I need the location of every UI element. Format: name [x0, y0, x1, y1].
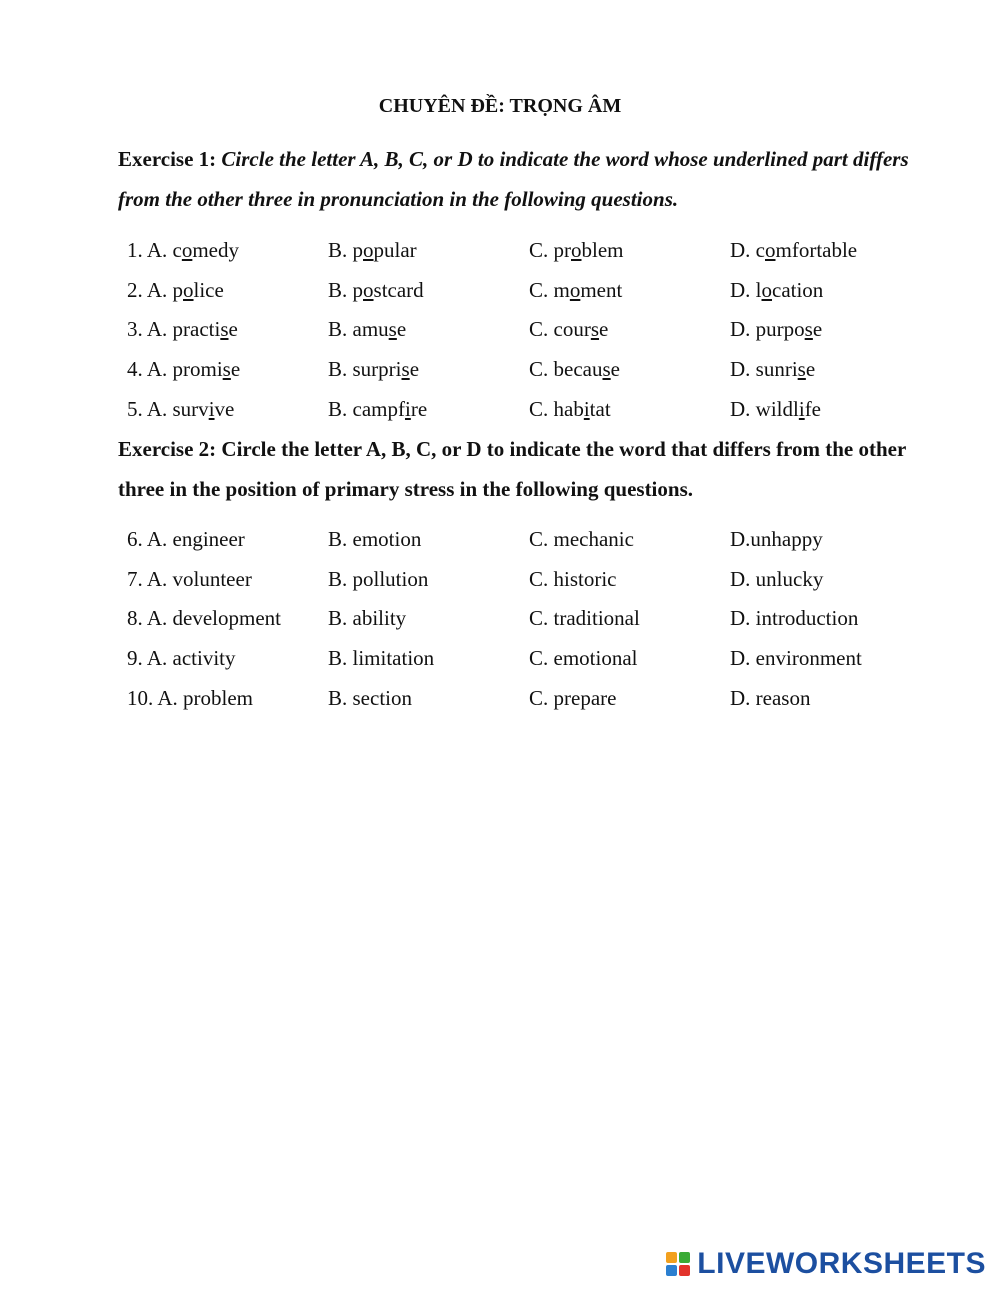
- answer-option[interactable]: [328, 686, 529, 711]
- option-text: stcard: [373, 277, 424, 302]
- option-text: C. m: [529, 277, 570, 302]
- underlined-part: o: [363, 277, 374, 302]
- option-text: A. activity: [146, 646, 236, 671]
- option-text: B. p: [328, 277, 364, 302]
- option-text: B. section: [328, 685, 412, 710]
- question-row: [127, 231, 917, 271]
- option-text: blem: [581, 238, 624, 263]
- option-text: C. hab: [529, 396, 584, 421]
- option-text: A. problem: [157, 685, 253, 710]
- underlined-part: s: [222, 357, 231, 382]
- question-row: [127, 271, 917, 311]
- answer-option[interactable]: [730, 357, 917, 382]
- question-number: 2.: [127, 277, 143, 302]
- liveworksheets-logo[interactable]: [665, 1248, 986, 1280]
- question-row: [127, 310, 917, 350]
- option-text: re: [410, 396, 428, 421]
- underlined-part: s: [388, 317, 397, 342]
- option-text: A. p: [146, 277, 184, 302]
- question-number: 1.: [127, 238, 143, 263]
- answer-option[interactable]: [529, 278, 730, 303]
- option-text: A. c: [146, 238, 182, 263]
- option-text: A. surv: [146, 396, 209, 421]
- answer-option[interactable]: [127, 646, 328, 671]
- answer-option[interactable]: [730, 317, 917, 342]
- underlined-part: o: [569, 277, 581, 302]
- answer-option[interactable]: [328, 357, 529, 382]
- answer-option[interactable]: [127, 567, 328, 592]
- liveworksheets-logo-icon: [665, 1251, 691, 1277]
- option-text: mfortable: [775, 238, 858, 263]
- logo-square: [666, 1252, 677, 1263]
- option-text: medy: [192, 238, 239, 263]
- option-text: D. purpo: [730, 317, 805, 342]
- exercise-1-label: Exercise 1:: [118, 147, 217, 171]
- exercise-1-questions: [127, 231, 917, 429]
- option-text: B. ability: [328, 606, 407, 631]
- question-row: [127, 389, 917, 429]
- answer-option[interactable]: [730, 397, 917, 422]
- underlined-part: o: [363, 238, 374, 263]
- answer-option[interactable]: [730, 646, 917, 671]
- answer-option[interactable]: [127, 357, 328, 382]
- underlined-part: o: [181, 238, 193, 263]
- question-row: [127, 560, 917, 600]
- question-number: 3.: [127, 317, 143, 342]
- answer-option[interactable]: [730, 238, 917, 263]
- answer-option[interactable]: [127, 317, 328, 342]
- option-text: lice: [193, 277, 224, 302]
- option-text: C. cour: [529, 317, 591, 342]
- option-text: e: [230, 357, 241, 382]
- answer-option[interactable]: [127, 527, 328, 552]
- option-text: A. promi: [146, 357, 223, 382]
- option-text: C. historic: [529, 566, 617, 591]
- answer-option[interactable]: [127, 606, 328, 631]
- answer-option[interactable]: [328, 567, 529, 592]
- logo-square: [679, 1265, 690, 1276]
- answer-option[interactable]: [730, 278, 917, 303]
- answer-option[interactable]: [529, 686, 730, 711]
- option-text: D.unhappy: [730, 527, 823, 552]
- underlined-part: o: [761, 277, 772, 302]
- question-number: 10.: [127, 685, 154, 710]
- logo-text: LIVEWORKSHEETS: [697, 1247, 986, 1280]
- answer-option[interactable]: [529, 527, 730, 552]
- option-text: D. sunri: [730, 357, 798, 382]
- question-row: [127, 599, 917, 639]
- answer-option[interactable]: [328, 606, 529, 631]
- option-text: ment: [580, 277, 623, 302]
- answer-option[interactable]: [328, 527, 529, 552]
- option-text: B. surpri: [328, 357, 402, 382]
- underlined-part: i: [404, 396, 411, 421]
- answer-option[interactable]: [529, 646, 730, 671]
- underlined-part: s: [401, 357, 410, 382]
- question-row: [127, 350, 917, 390]
- answer-option[interactable]: [127, 278, 328, 303]
- underlined-part: o: [765, 238, 776, 263]
- answer-option[interactable]: [529, 397, 730, 422]
- question-row: [127, 639, 917, 679]
- exercise-2-instruction: Circle the letter A, B, C, or D to indicate the word that differs from the other three in the position of primary stress in the following questions.: [118, 437, 906, 501]
- option-text: B. amu: [328, 317, 389, 342]
- question-number: 4.: [127, 357, 143, 382]
- option-text: ve: [214, 396, 235, 421]
- answer-option[interactable]: [328, 397, 529, 422]
- option-text: B. pollution: [328, 566, 429, 591]
- option-text: e: [599, 317, 609, 342]
- option-text: B. campf: [328, 396, 405, 421]
- option-text: A. engineer: [146, 527, 245, 552]
- underlined-part: s: [602, 357, 611, 382]
- logo-square: [679, 1252, 690, 1263]
- underlined-part: o: [183, 277, 194, 302]
- option-text: A. practi: [146, 317, 221, 342]
- option-text: B. limitation: [328, 646, 435, 671]
- option-text: B. emotion: [328, 527, 422, 552]
- option-text: pular: [373, 238, 417, 263]
- option-text: e: [228, 317, 238, 342]
- answer-option[interactable]: [529, 357, 730, 382]
- option-text: C. emotional: [529, 646, 638, 671]
- question-number: 7.: [127, 566, 143, 591]
- option-text: e: [409, 357, 420, 382]
- option-text: A. volunteer: [146, 566, 252, 591]
- option-text: D. environment: [730, 646, 862, 671]
- option-text: C. prepare: [529, 685, 617, 710]
- underlined-part: s: [797, 357, 806, 382]
- exercise-2-label: Exercise 2:: [118, 437, 217, 461]
- option-text: e: [396, 317, 407, 342]
- question-row: [127, 520, 917, 560]
- answer-option[interactable]: [127, 686, 328, 711]
- answer-option[interactable]: [730, 567, 917, 592]
- answer-option[interactable]: [328, 317, 529, 342]
- option-text: D. introduction: [730, 606, 859, 631]
- answer-option[interactable]: [730, 686, 917, 711]
- option-text: e: [805, 357, 816, 382]
- answer-option[interactable]: [328, 646, 529, 671]
- question-number: 5.: [127, 396, 143, 421]
- question-number: 8.: [127, 606, 143, 631]
- option-text: D. wildl: [730, 396, 799, 421]
- answer-option[interactable]: [529, 567, 730, 592]
- page-title: CHUYÊN ĐỀ: TRỌNG ÂM: [378, 95, 622, 117]
- answer-option[interactable]: [127, 397, 328, 422]
- underlined-part: i: [583, 396, 590, 421]
- option-text: B. p: [328, 238, 364, 263]
- underlined-part: i: [798, 396, 805, 421]
- underlined-part: s: [220, 317, 229, 342]
- option-text: cation: [772, 277, 824, 302]
- underlined-part: i: [208, 396, 215, 421]
- answer-option[interactable]: [730, 606, 917, 631]
- option-text: C. pr: [529, 238, 571, 263]
- answer-option[interactable]: [328, 238, 529, 263]
- option-text: C. traditional: [529, 606, 640, 631]
- exercise-1-instruction: Circle the letter A, B, C, or D to indicate the word whose underlined part differs from the other three in pronunciation in the following questions.: [118, 147, 909, 211]
- answer-option[interactable]: [328, 278, 529, 303]
- option-text: C. becau: [529, 357, 603, 382]
- exercise-2-questions: [127, 520, 917, 718]
- question-row: [127, 678, 917, 718]
- question-number: 6.: [127, 527, 143, 552]
- answer-option[interactable]: [730, 527, 917, 552]
- logo-square: [666, 1265, 677, 1276]
- answer-option[interactable]: [529, 606, 730, 631]
- question-number: 9.: [127, 646, 143, 671]
- option-text: D. reason: [730, 685, 811, 710]
- option-text: A. development: [146, 606, 281, 631]
- answer-option[interactable]: [127, 238, 328, 263]
- underlined-part: s: [804, 317, 813, 342]
- exercise-2-heading: [118, 429, 928, 509]
- option-text: e: [812, 317, 823, 342]
- option-text: D. unlucky: [730, 566, 824, 591]
- exercise-1-heading: [118, 139, 928, 219]
- option-text: tat: [589, 396, 611, 421]
- answer-option[interactable]: [529, 238, 730, 263]
- answer-option[interactable]: [529, 317, 730, 342]
- option-text: fe: [804, 396, 822, 421]
- underlined-part: o: [571, 238, 582, 263]
- underlined-part: s: [590, 317, 600, 342]
- option-text: D. l: [730, 277, 762, 302]
- option-text: C. mechanic: [529, 527, 634, 552]
- option-text: e: [610, 357, 620, 382]
- option-text: D. c: [730, 238, 765, 263]
